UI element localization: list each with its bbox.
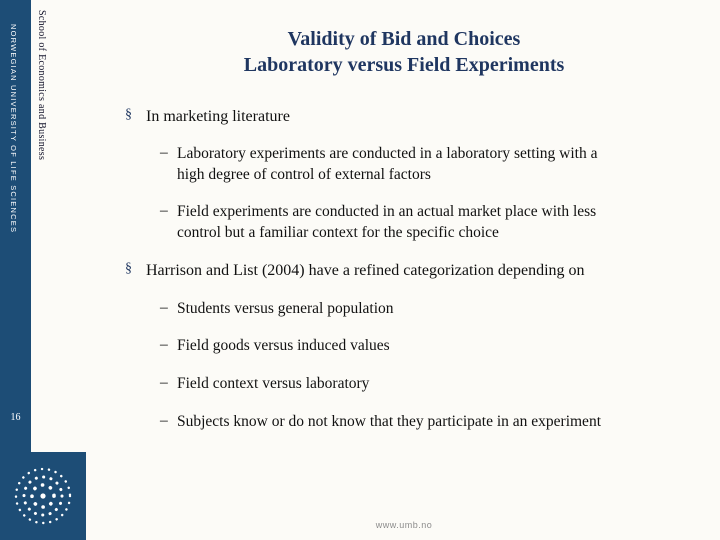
dash-bullet-icon: –	[160, 411, 168, 429]
umb-dot-circle-logo-icon	[10, 463, 76, 529]
bullet-text: Students versus general population	[177, 299, 394, 317]
slide-content	[88, 0, 720, 540]
square-bullet-icon: §	[125, 261, 132, 277]
bullet-item	[88, 412, 720, 433]
bullet-item	[88, 106, 720, 127]
dash-bullet-icon: –	[160, 144, 168, 162]
bullet-item	[88, 299, 720, 320]
bullet-item	[88, 260, 720, 281]
dash-bullet-icon: –	[160, 336, 168, 354]
dash-bullet-icon: –	[160, 373, 168, 391]
bullet-text: Field context versus laboratory	[177, 374, 370, 392]
bullet-item	[88, 202, 720, 243]
bullet-item	[88, 144, 720, 185]
title-line-2: Laboratory versus Field Experiments	[243, 54, 565, 77]
slide-number: 16	[10, 412, 21, 423]
school-name-vertical: School of Economics and Business	[36, 10, 47, 161]
logo-box	[0, 452, 86, 540]
page-title	[88, 26, 720, 79]
dash-bullet-icon: –	[160, 202, 168, 220]
bullet-text: Subjects know or do not know that they participate in an experiment	[177, 412, 601, 430]
bullet-item	[88, 336, 720, 357]
bullet-list	[88, 106, 720, 432]
bullet-text: Laboratory experiments are conducted in a laboratory setting with a high degree of control of external factors	[177, 145, 598, 183]
bullet-text: Field experiments are conducted in an actual market place with less control but a familiar context for the specific choice	[177, 203, 597, 241]
title-line-1: Validity of Bid and Choices	[287, 28, 521, 50]
dash-bullet-icon: –	[160, 298, 168, 316]
bullet-text: In marketing literature	[146, 107, 290, 125]
bullet-text: Field goods versus induced values	[177, 337, 390, 355]
university-name-vertical: NORWEGIAN UNIVERSITY OF LIFE SCIENCES	[9, 24, 18, 234]
square-bullet-icon: §	[125, 106, 132, 122]
footer-url: www.umb.no	[375, 520, 433, 530]
bullet-text: Harrison and List (2004) have a refined categorization depending on	[146, 262, 585, 280]
bullet-item	[88, 374, 720, 395]
